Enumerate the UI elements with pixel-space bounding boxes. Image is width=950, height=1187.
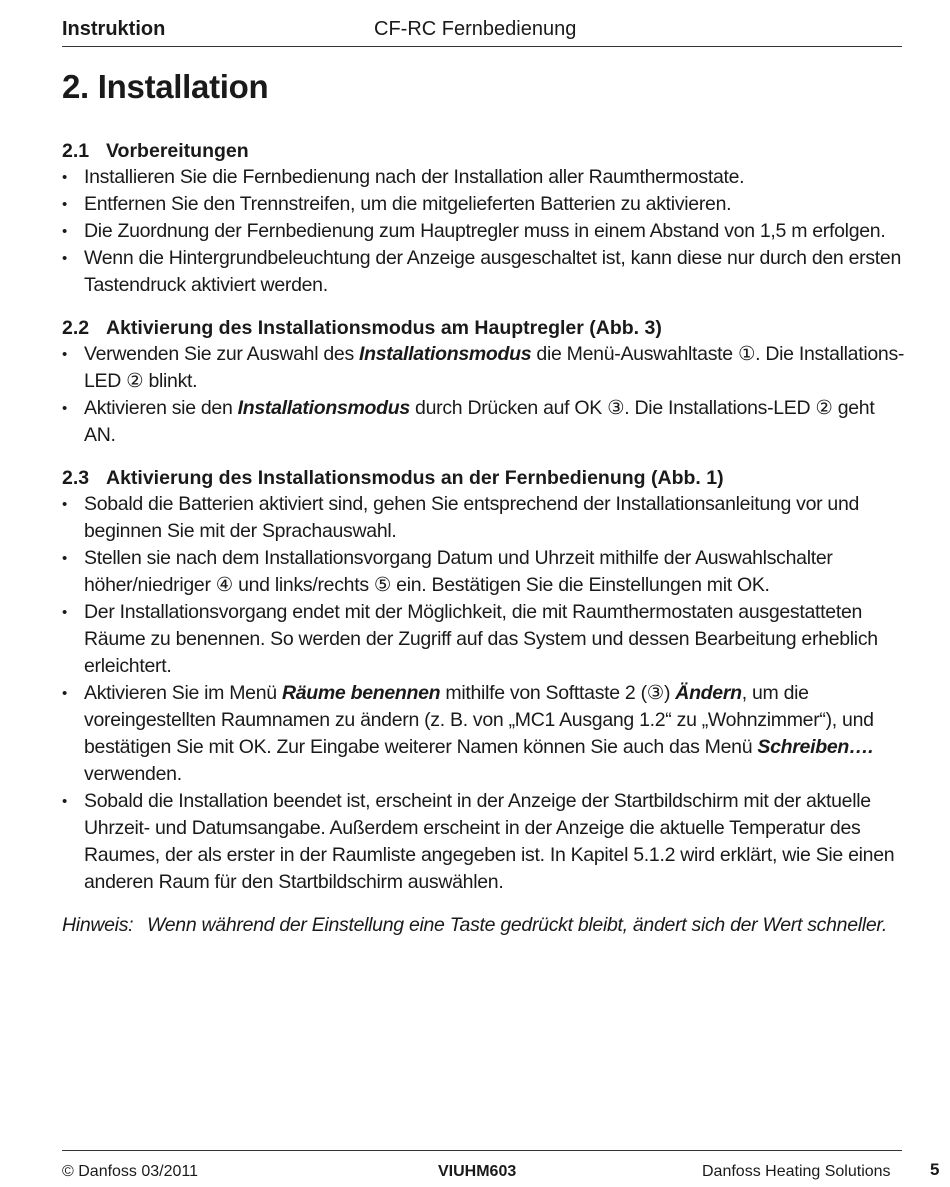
section-number: 2.1	[62, 140, 90, 162]
note-label: Hinweis:	[62, 914, 134, 936]
list-item	[62, 395, 910, 449]
footer-company: Danfoss Heating Solutions	[702, 1163, 891, 1180]
running-header	[62, 18, 902, 47]
section-title: Aktivierung des Installationsmodus an der Fernbedienung (Abb. 1)	[106, 467, 724, 489]
page-footer	[62, 1150, 902, 1187]
bullet-list	[62, 491, 910, 896]
list-item	[62, 788, 910, 896]
list-item-text: Entfernen Sie den Trennstreifen, um die mitgelieferten Batterien zu aktivieren.	[84, 193, 732, 215]
bullet-list	[62, 341, 910, 449]
section-title: Vorbereitungen	[106, 140, 249, 162]
list-item	[62, 491, 910, 545]
text-run: mithilfe von Softtaste 2 (③)	[440, 682, 676, 704]
list-item	[62, 680, 910, 788]
text-run: durch Drücken auf OK ③. Die Installations-LED ② geht AN.	[84, 397, 875, 446]
section-title: Aktivierung des Installationsmodus am Hauptregler (Abb. 3)	[106, 317, 662, 339]
header-product-title: CF-RC Fernbedienung	[374, 18, 577, 40]
note-block	[62, 912, 910, 939]
section-hauptregler	[62, 315, 910, 449]
text-run: Verwenden Sie zur Auswahl des	[84, 343, 360, 365]
header-section-label: Instruktion	[62, 18, 166, 40]
emphasis-term: Räume benennen	[281, 682, 441, 704]
footer-copyright: © Danfoss 03/2011	[62, 1163, 199, 1180]
section-fernbedienung	[62, 465, 910, 896]
text-run: , um die voreingestellten Raumnamen zu ändern (z. B. von „MC1 Ausgang 1.2“ zu „Wohnzimmer“), und bestätigen Sie mit OK. Zur Eingabe weiterer Namen können Sie auch das Menü	[84, 682, 874, 758]
list-item	[62, 545, 910, 599]
emphasis-term: Schreiben….	[757, 736, 874, 758]
list-item	[62, 341, 910, 395]
chapter-title: 2. Installation	[62, 68, 269, 105]
list-item-text: Sobald die Installation beendet ist, erscheint in der Anzeige der Startbildschirm mit der aktuelle Uhrzeit- und Datumsangabe. Außerdem erscheint in der Anzeige die aktuelle Temperatur des Raumes, der als erster in der Raumliste angegeben ist. In Kapitel 5.1.2 wird erklärt, wie Sie einen anderen Raum für den Startbildschirm auswählen.	[84, 790, 895, 893]
page-number: 5	[930, 1160, 940, 1179]
section-heading	[62, 138, 910, 164]
list-item	[62, 245, 910, 299]
list-item-text: Installieren Sie die Fernbedienung nach der Installation aller Raumthermostate.	[84, 166, 745, 188]
list-item	[62, 191, 910, 218]
footer-document-code: VIUHM603	[438, 1163, 517, 1180]
emphasis-term: Ändern	[675, 682, 742, 704]
text-run: verwenden.	[84, 763, 182, 785]
text-run: Aktivieren sie den	[84, 397, 238, 419]
note-text: Wenn während der Einstellung eine Taste gedrückt bleibt, ändert sich der Wert schneller.	[147, 914, 887, 936]
list-item	[62, 164, 910, 191]
list-item-text: Wenn die Hintergrundbeleuchtung der Anzeige ausgeschaltet ist, kann diese nur durch den ersten Tastendruck aktiviert werden.	[84, 247, 901, 296]
section-number: 2.3	[62, 467, 90, 489]
section-number: 2.2	[62, 317, 90, 339]
list-item	[62, 599, 910, 680]
list-item-text: Sobald die Batterien aktiviert sind, gehen Sie entsprechend der Installationsanleitung vor und beginnen Sie mit der Sprachauswahl.	[84, 493, 860, 542]
list-item-text: Der Installationsvorgang endet mit der Möglichkeit, die mit Raumthermostaten ausgestatteten Räume zu benennen. So werden der Zugriff auf das System und dessen Bearbeitung erheblich erleichtert.	[84, 601, 878, 677]
bullet-list	[62, 164, 910, 299]
list-item-text: Die Zuordnung der Fernbedienung zum Hauptregler muss in einem Abstand von 1,5 m erfolgen.	[84, 220, 886, 242]
emphasis-term: Installationsmodus	[237, 397, 410, 419]
section-heading	[62, 465, 910, 491]
section-vorbereitungen	[62, 138, 910, 299]
emphasis-term: Installationsmodus	[359, 343, 532, 365]
page-content	[62, 138, 910, 939]
text-run: die Menü-Auswahltaste ①. Die Installations-LED ② blinkt.	[84, 343, 905, 392]
list-item	[62, 218, 910, 245]
section-heading	[62, 315, 910, 341]
text-run: Aktivieren Sie im Menü	[84, 682, 282, 704]
list-item-text: Stellen sie nach dem Installationsvorgang Datum und Uhrzeit mithilfe der Auswahlschalter höher/niedriger ④ und links/rechts ⑤ ein. Bestätigen Sie die Einstellungen mit OK.	[84, 547, 833, 596]
